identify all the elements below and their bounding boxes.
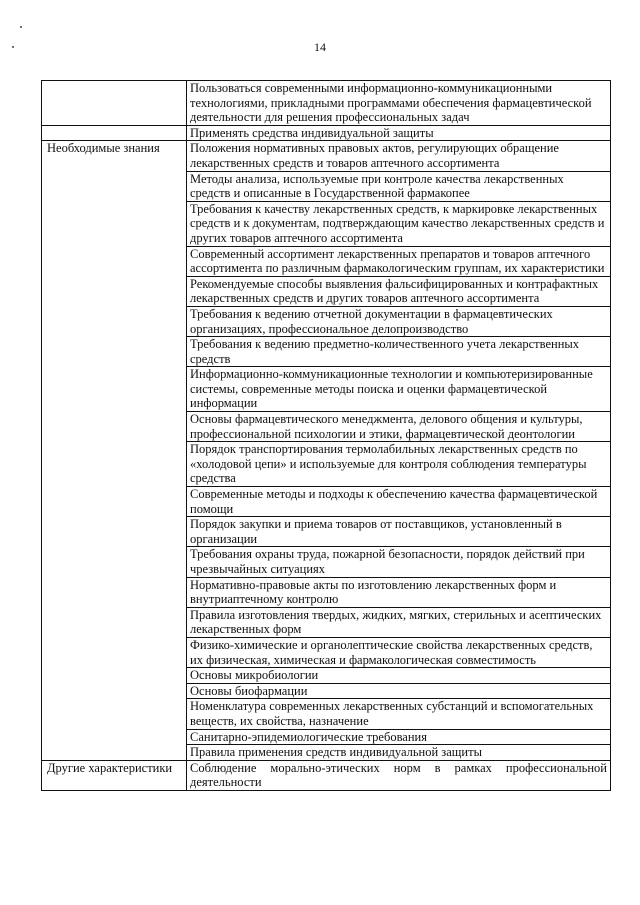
table-cell: Правила применения средств индивидуальной защиты [187,745,611,761]
table-cell: Правила изготовления твердых, жидких, мягких, стерильных и асептических лекарственных форм [187,607,611,637]
table-cell: Применять средства индивидуальной защиты [187,125,611,141]
table-cell: Современные методы и подходы к обеспечению качества фармацевтической помощи [187,487,611,517]
table-cell: Рекомендуемые способы выявления фальсифицированных и контрафактных лекарственных средств и других товаров аптечного ассортимента [187,276,611,306]
row-label-empty [42,125,187,141]
table-cell: Положения нормативных правовых актов, регулирующих обращение лекарственных средств и товаров аптечного ассортимента [187,141,611,171]
row-label-empty [42,81,187,126]
table-cell: Порядок транспортирования термолабильных лекарственных средств по «холодовой цепи» и используемые для контроля соблюдения температуры средства [187,442,611,487]
table-row [42,141,611,171]
qualification-table [41,80,611,791]
scan-speck [12,46,14,48]
table-row [42,81,611,126]
page-number: 14 [314,40,326,54]
row-label-knowledge: Необходимые знания [42,141,187,760]
table-cell: Современный ассортимент лекарственных препаратов и товаров аптечного ассортимента по различным фармакологическим группам, их характеристики [187,246,611,276]
table-cell: Основы микробиологии [187,668,611,684]
table-cell: Основы биофармации [187,683,611,699]
table-cell: Санитарно-эпидемиологические требования [187,729,611,745]
table-cell: Методы анализа, используемые при контроле качества лекарственных средств и описанные в Государственной фармакопее [187,171,611,201]
table-cell: Требования к качеству лекарственных средств, к маркировке лекарственных средств и к документам, подтверждающим качество лекарственных средств и других товаров аптечного ассортимента [187,201,611,246]
table-cell: Соблюдение морально-этических норм в рамках профессиональной деятельности [187,760,611,790]
table-row [42,125,611,141]
table-cell: Требования к ведению предметно-количественного учета лекарственных средств [187,337,611,367]
table-cell: Требования охраны труда, пожарной безопасности, порядок действий при чрезвычайных ситуациях [187,547,611,577]
table-cell: Нормативно-правовые акты по изготовлению лекарственных форм и внутриаптечному контролю [187,577,611,607]
table-cell: Пользоваться современными информационно-коммуникационными технологиями, прикладными программами обеспечения фармацевтической деятельности для решения профессиональных задач [187,81,611,126]
table-cell: Порядок закупки и приема товаров от поставщиков, установленный в организации [187,517,611,547]
table-cell: Основы фармацевтического менеджмента, делового общения и культуры, профессиональной психологии и этики, фармацевтической деонтологии [187,412,611,442]
table-row [42,760,611,790]
table-cell: Информационно-коммуникационные технологии и компьютеризированные системы, современные методы поиска и оценки фармацевтической информации [187,367,611,412]
scan-speck [20,26,22,28]
row-label-other: Другие характеристики [42,760,187,790]
table-cell: Физико-химические и органолептические свойства лекарственных средств, их физическая, химическая и фармакологическая совместимость [187,637,611,667]
table-cell: Номенклатура современных лекарственных субстанций и вспомогательных веществ, их свойства, назначение [187,699,611,729]
table-cell: Требования к ведению отчетной документации в фармацевтических организациях, профессиональное делопроизводство [187,306,611,336]
